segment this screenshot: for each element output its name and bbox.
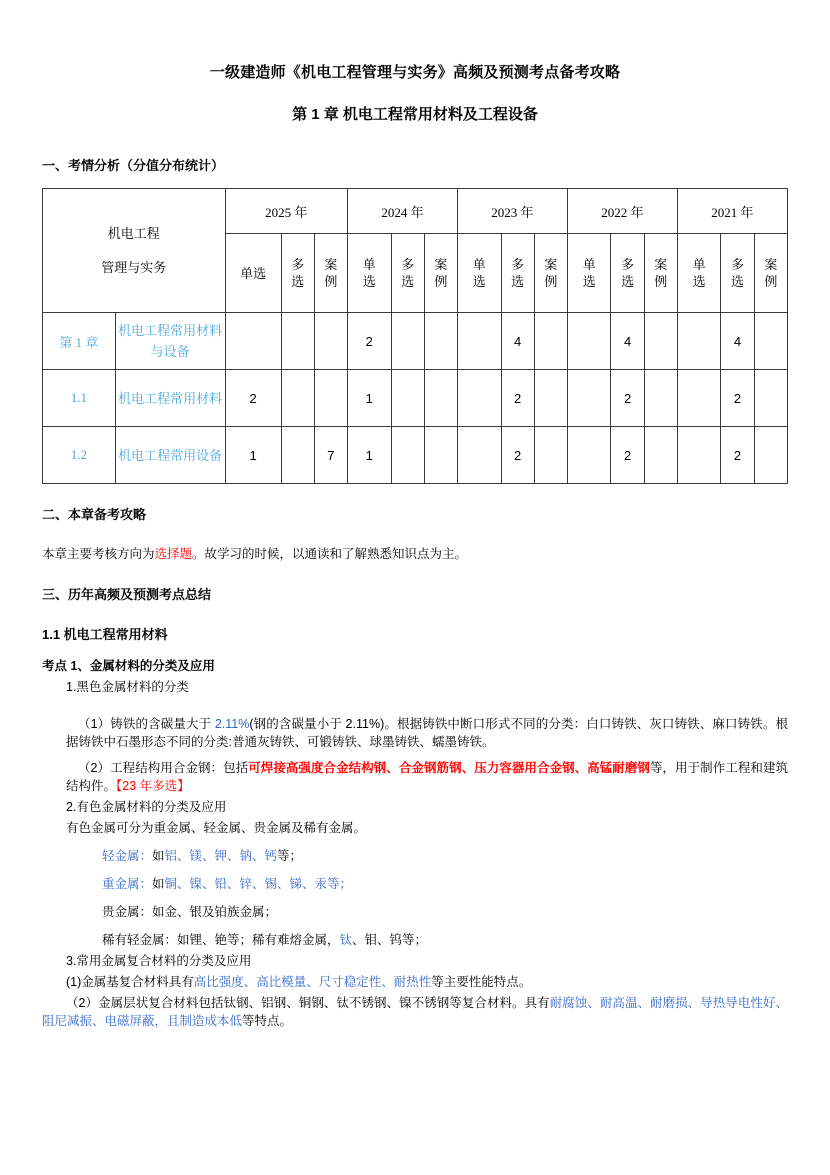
row-number: 第 1 章 <box>43 313 116 370</box>
cell-value <box>314 370 347 427</box>
cell-value <box>567 313 611 370</box>
qtype-2025-case <box>314 234 347 313</box>
cell-value <box>754 313 787 370</box>
row-name: 机电工程常用设备 <box>115 427 225 484</box>
cell-value: 4 <box>721 313 754 370</box>
paragraph-layered-composite <box>42 991 788 1030</box>
line-heavy-metal <box>42 865 788 893</box>
qtype-2022-single <box>567 234 611 313</box>
light-metal-list: 铝、镁、钾、钠、钙 <box>164 849 278 863</box>
item-heading-2: 2.有色金属材料的分类及应用 <box>66 800 227 814</box>
row-number: 1.2 <box>43 427 116 484</box>
cell-value: 7 <box>314 427 347 484</box>
kaodian-heading-1: 考点 1、金属材料的分类及应用 <box>42 659 215 673</box>
cell-value <box>424 313 457 370</box>
qtype-label: 多选 <box>401 257 415 289</box>
qtype-2023-multi <box>501 234 534 313</box>
line-noble-metal: 贵金属：如金、银及铂族金属； <box>102 905 278 919</box>
qtype-label: 案例 <box>654 257 668 289</box>
cell-value <box>281 427 314 484</box>
heavy-metal-label: 重金属： <box>102 877 153 891</box>
cell-value <box>534 370 567 427</box>
qtype-label: 多选 <box>731 257 745 289</box>
metal-matrix-text-a: (1)金属基复合材料具有 <box>66 975 194 989</box>
cell-value <box>754 370 787 427</box>
year-header-2023: 2023 年 <box>457 189 567 234</box>
cell-value <box>391 427 424 484</box>
item-heading-1: 1.黑色金属材料的分类 <box>66 680 189 694</box>
qtype-label: 多选 <box>291 257 305 289</box>
cell-value: 1 <box>348 370 392 427</box>
paragraph-nonferrous-intro: 有色金属可分为重金属、轻金属、贵金属及稀有金属。 <box>66 821 367 835</box>
year-header-2025: 2025 年 <box>225 189 347 234</box>
qtype-label: 多选 <box>511 257 525 289</box>
cell-value <box>457 370 501 427</box>
row-number: 1.1 <box>43 370 116 427</box>
cell-value <box>424 427 457 484</box>
qtype-label: 单选 <box>240 265 267 281</box>
cell-value: 2 <box>721 370 754 427</box>
section-heading-one: 一、考情分析（分值分布统计） <box>42 158 225 173</box>
qtype-2022-multi <box>611 234 644 313</box>
cell-value <box>644 370 677 427</box>
cell-value <box>677 370 721 427</box>
layered-text-b: 等特点。 <box>242 1014 293 1028</box>
cell-value <box>644 313 677 370</box>
layered-text-a: （2）金属层状复合材料包括钛钢、铝钢、铜钢、钛不锈钢、镍不锈钢等复合材料。具有 <box>66 996 550 1010</box>
cell-value <box>424 370 457 427</box>
table-row <box>43 427 788 484</box>
qtype-label: 案例 <box>764 257 778 289</box>
cell-value: 1 <box>225 427 281 484</box>
qtype-label: 单选 <box>472 257 486 289</box>
carbon-content-value: 2.11% <box>214 717 250 731</box>
strategy-highlight: 选择题 <box>154 547 193 561</box>
cell-value <box>281 313 314 370</box>
score-distribution-table <box>42 188 788 484</box>
rare-metal-text-b: 、钼、钨等； <box>352 933 428 947</box>
cell-value: 2 <box>348 313 392 370</box>
qtype-label: 多选 <box>621 257 635 289</box>
cell-value: 4 <box>501 313 534 370</box>
qtype-2025-single <box>225 234 281 313</box>
qtype-2025-multi <box>281 234 314 313</box>
cell-value <box>457 427 501 484</box>
cell-value: 2 <box>225 370 281 427</box>
alloy-steel-text-a: （2）工程结构用合金钢：包括 <box>78 761 249 775</box>
qtype-label: 案例 <box>434 257 448 289</box>
cell-value: 1 <box>348 427 392 484</box>
exam-year-tag: 【23 年多选】 <box>116 779 190 793</box>
section-heading-two: 二、本章备考攻略 <box>42 507 147 522</box>
qtype-label: 单选 <box>582 257 596 289</box>
layered-properties: 耐腐蚀、耐高温、耐磨损、导热导电性好、阻尼减振、电磁屏蔽，且制造成本低 <box>42 996 788 1028</box>
cell-value <box>677 313 721 370</box>
cell-value <box>391 370 424 427</box>
table-row <box>43 313 788 370</box>
document-subtitle: 第 1 章 机电工程常用材料及工程设备 <box>292 106 538 123</box>
cell-value <box>225 313 281 370</box>
cell-value <box>567 370 611 427</box>
cell-value: 2 <box>611 370 644 427</box>
cast-iron-text-b: (钢的含碳量小于 2.11%)。根据铸铁中断口形式不同的分类：白口铸铁、灰口铸铁、麻口铸铁。根据铸铁中石墨形态不同的分类:普通灰铸铁、可锻铸铁、球墨铸铁、蠕墨铸铁。 <box>66 717 788 749</box>
qtype-2021-single <box>677 234 721 313</box>
qtype-2021-case <box>754 234 787 313</box>
year-header-2022: 2022 年 <box>567 189 677 234</box>
qtype-2024-multi <box>391 234 424 313</box>
corner-line-2: 管理与实务 <box>101 259 167 275</box>
year-header-2024: 2024 年 <box>348 189 458 234</box>
table-header-year-row <box>43 189 788 234</box>
paragraph-alloy-steel <box>42 751 788 795</box>
qtype-label: 案例 <box>324 257 338 289</box>
cell-value <box>677 427 721 484</box>
line-rare-metal <box>42 921 788 949</box>
cell-value <box>644 427 677 484</box>
item-heading-3: 3.常用金属复合材料的分类及应用 <box>66 954 252 968</box>
cell-value: 2 <box>501 370 534 427</box>
light-metal-label: 轻金属： <box>102 849 153 863</box>
qtype-label: 单选 <box>362 257 376 289</box>
cell-value: 2 <box>611 427 644 484</box>
cast-iron-text-a: （1）铸铁的含碳量大于 <box>78 717 215 731</box>
qtype-label: 单选 <box>692 257 706 289</box>
line-light-metal <box>42 837 788 865</box>
subsection-heading-1-1: 1.1 机电工程常用材料 <box>42 627 168 642</box>
cell-value <box>534 313 567 370</box>
paragraph-metal-matrix <box>42 970 788 991</box>
cell-value <box>281 370 314 427</box>
cell-value <box>457 313 501 370</box>
strategy-prefix: 本章主要考核方向为 <box>42 547 155 561</box>
year-header-2021: 2021 年 <box>677 189 787 234</box>
cell-value: 2 <box>501 427 534 484</box>
alloy-steel-text-b: 等，用于制作工程和建筑结构件。 <box>66 761 788 793</box>
rare-metal-text-a: 稀有轻金属：如锂、铯等；稀有难熔金属， <box>102 933 340 947</box>
qtype-label: 案例 <box>544 257 558 289</box>
cell-value <box>567 427 611 484</box>
cell-value <box>534 427 567 484</box>
metal-matrix-properties: 高比强度、高比模量、尺寸稳定性、耐热性 <box>193 975 432 989</box>
heavy-metal-list: 铜、镍、铅、锌、锡、锑、汞等； <box>164 877 353 891</box>
cell-value <box>314 313 347 370</box>
qtype-2021-multi <box>721 234 754 313</box>
rare-metal-highlight: 钛 <box>339 933 353 947</box>
heavy-metal-text-a: 如 <box>152 877 165 891</box>
table-row <box>43 370 788 427</box>
qtype-2022-case <box>644 234 677 313</box>
row-name: 机电工程常用材料 <box>115 370 225 427</box>
strategy-paragraph <box>42 524 788 563</box>
corner-line-1: 机电工程 <box>107 225 160 241</box>
cell-value: 4 <box>611 313 644 370</box>
cell-value: 2 <box>721 427 754 484</box>
row-name: 机电工程常用材料与设备 <box>115 313 225 370</box>
cell-value <box>754 427 787 484</box>
light-metal-text-a: 如 <box>152 849 165 863</box>
light-metal-text-b: 等； <box>277 849 303 863</box>
qtype-2023-case <box>534 234 567 313</box>
table-corner-cell <box>43 189 226 313</box>
section-heading-three: 三、历年高频及预测考点总结 <box>42 587 212 602</box>
strategy-suffix: 。故学习的时候，以通读和了解熟悉知识点为主。 <box>192 547 468 561</box>
qtype-2024-case <box>424 234 457 313</box>
alloy-steel-highlight: 可焊接高强度合金结构钢、合金钢筋钢、压力容器用合金钢、高锰耐磨钢 <box>248 761 650 775</box>
cell-value <box>391 313 424 370</box>
document-title: 一级建造师《机电工程管理与实务》高频及预测考点备考攻略 <box>209 64 621 81</box>
paragraph-cast-iron <box>42 696 788 751</box>
qtype-2023-single <box>457 234 501 313</box>
qtype-2024-single <box>348 234 392 313</box>
metal-matrix-text-b: 等主要性能特点。 <box>431 975 532 989</box>
